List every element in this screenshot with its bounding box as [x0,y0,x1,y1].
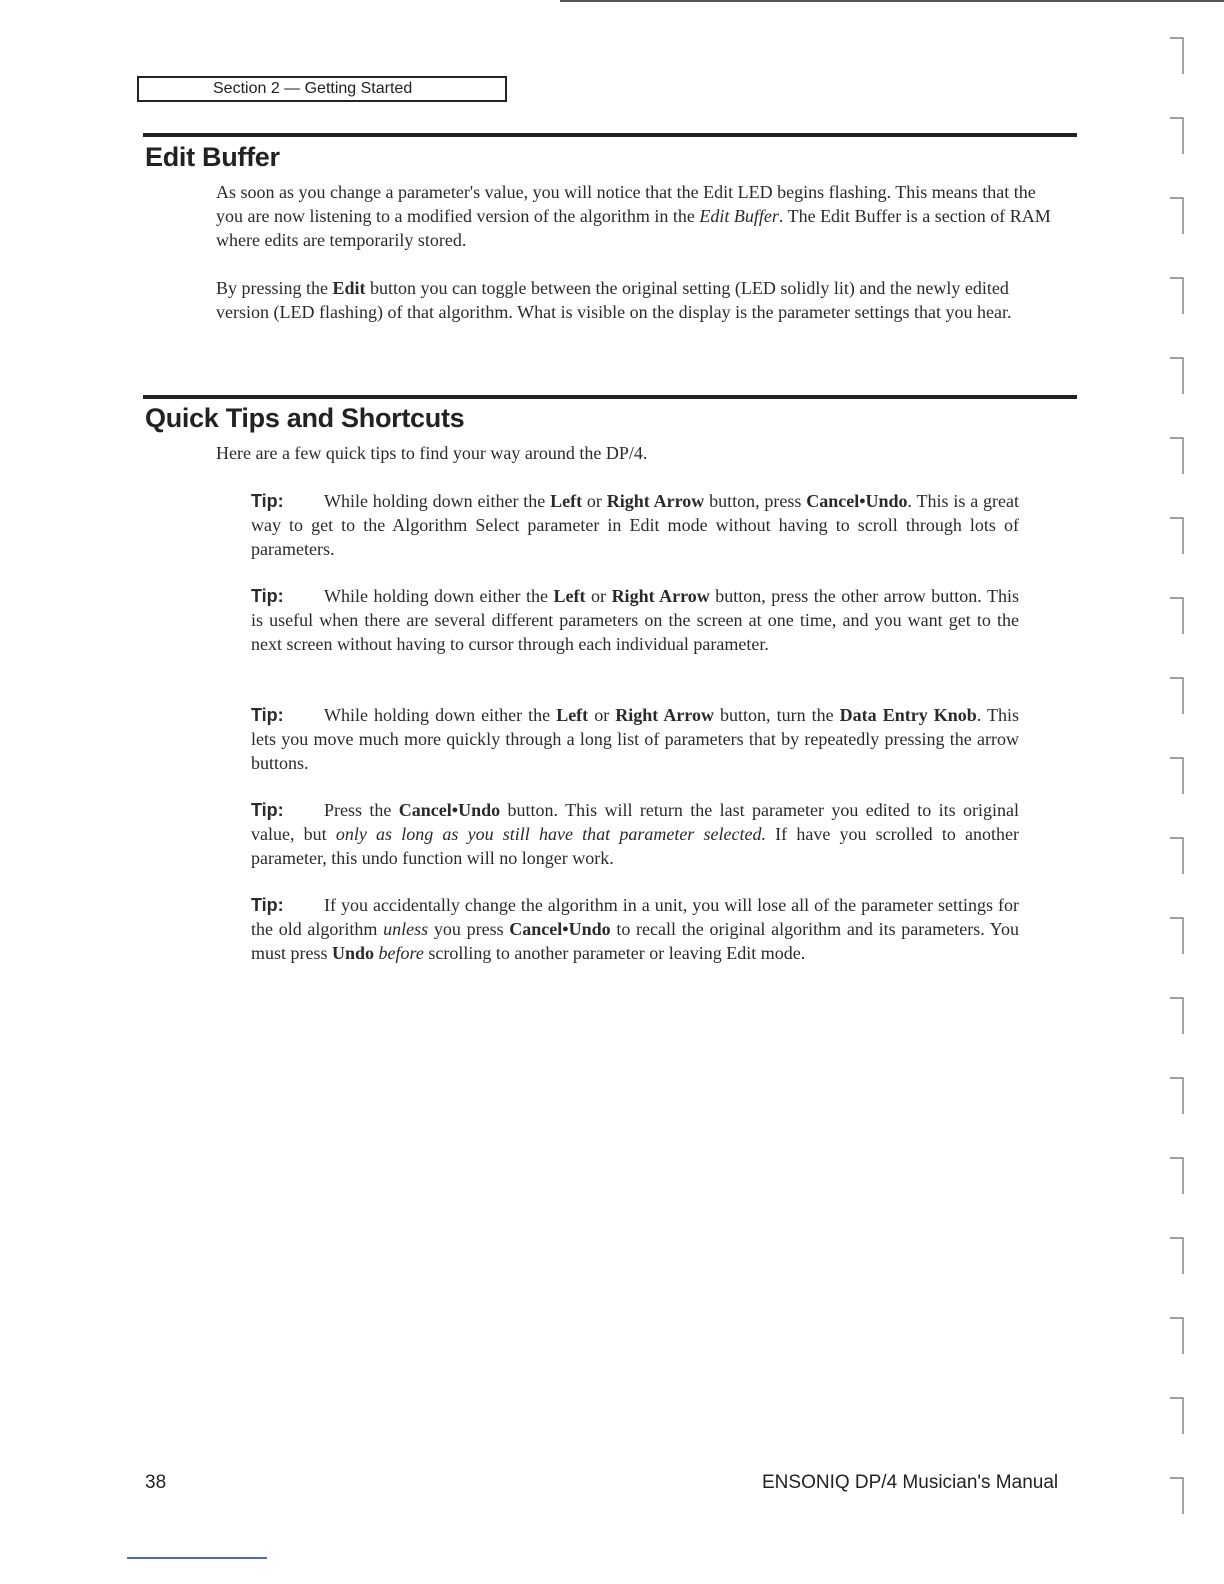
quick-tips-intro: Here are a few quick tips to find your way around the DP/4. [216,443,648,463]
section-rule [143,133,1077,137]
keyword-text: Left [550,491,583,511]
binding-mark [1168,1476,1186,1516]
tip-label: Tip: [251,895,284,915]
text-run: If have you scrolled to another parameter, this undo function will no longer work. [251,824,1020,868]
emphasis-text: Edit Buffer [699,206,779,226]
binding-mark [1168,596,1186,636]
text-run: to recall the original algorithm and its parameters. You must press [251,919,1019,963]
section-header-box [137,76,507,102]
edit-buffer-paragraph-1 [216,180,1062,252]
text-run: you press [428,919,510,939]
section-label: Section 2 — Getting Started [213,80,413,97]
text-run: button, press [704,491,807,511]
text-run: button, press the other arrow button. This is useful when there are several different parameters on the screen at one time, and you want get to the next screen without having to cursor through each individual parameter. [251,586,1019,654]
text-run: Press the [324,800,399,820]
text-run: or [585,586,612,606]
binding-mark [1168,1076,1186,1116]
keyword-text: Cancel•Undo [806,491,908,511]
quick-tips-heading: Quick Tips and Shortcuts [145,403,465,433]
binding-mark [1168,516,1186,556]
text-run: While holding down either the [324,491,551,511]
binding-mark [1168,756,1186,796]
binding-mark [1168,916,1186,956]
text-run: or [582,491,607,511]
bottom-edge-mark [127,1557,267,1559]
binding-mark [1168,356,1186,396]
keyword-text: Right Arrow [606,491,705,511]
binding-mark [1168,676,1186,716]
binding-mark [1168,276,1186,316]
tip-2 [251,584,1019,656]
text-run: . The Edit Buffer is a section of RAM where edits are temporarily stored. [216,206,1051,250]
tip-3 [251,703,1019,775]
text-run: If you accidentally change the algorithm in a unit, you will lose all of the parameter settings for the old algorithm [251,895,1019,939]
text-run: As soon as you change a parameter's value, you will notice that the Edit LED begins flashing. This means that the you are now listening to a modified version of the algorithm in the [216,182,1036,226]
edit-buffer-heading: Edit Buffer [145,142,280,172]
binding-mark [1168,116,1186,156]
binding-mark [1168,836,1186,876]
tip-1 [251,489,1019,561]
keyword-text: Right Arrow [615,705,714,725]
keyword-text: Undo [332,943,375,963]
keyword-text: Edit [332,278,366,298]
binding-mark [1168,436,1186,476]
text-run: button, turn the [713,705,840,725]
manual-title: ENSONIQ DP/4 Musician's Manual [762,1472,1059,1493]
keyword-text: Cancel•Undo [398,800,501,820]
emphasis-text: only as long as you still have that parameter selected. [335,824,766,844]
binding-mark [1168,1396,1186,1436]
tip-label: Tip: [251,705,284,725]
tip-5 [251,893,1019,965]
text-run: scrolling to another parameter or leaving Edit mode. [423,943,806,963]
text-run: By pressing the [216,278,333,298]
section-rule [143,395,1077,399]
binding-mark [1168,1156,1186,1196]
binding-mark [1168,1236,1186,1276]
emphasis-text: before [378,943,424,963]
text-run: While holding down either the [324,586,554,606]
text-run: . This lets you move much more quickly through a long list of parameters that by repeatedly pressing the arrow buttons. [251,705,1019,773]
text-run: button. This will return the last parameter you edited to its original value, but [251,800,1019,844]
tip-label: Tip: [251,586,284,606]
page-number: 38 [145,1472,167,1493]
text-run: button you can toggle between the original setting (LED solidly lit) and the newly edited version (LED flashing) of that algorithm. What is visible on the display is the parameter settings that you hear. [216,278,1012,322]
binding-mark [1168,996,1186,1036]
tip-label: Tip: [251,800,284,820]
text-run: or [588,705,616,725]
top-edge-rule [560,0,1224,2]
keyword-text: Right Arrow [611,586,710,606]
binding-mark [1168,36,1186,76]
emphasis-text: unless [383,919,429,939]
text-run: . This is a great way to get to the Algorithm Select parameter in Edit mode without having to scroll through lots of parameters. [251,491,1019,559]
edit-buffer-paragraph-2 [216,276,1062,324]
tip-label: Tip: [251,491,284,511]
keyword-text: Data Entry Knob [839,705,977,725]
keyword-text: Left [553,586,586,606]
text-run: While holding down either the [324,705,557,725]
tip-4 [251,798,1019,870]
keyword-text: Left [556,705,589,725]
binding-mark [1168,196,1186,236]
binding-mark [1168,1316,1186,1356]
keyword-text: Cancel•Undo [509,919,611,939]
